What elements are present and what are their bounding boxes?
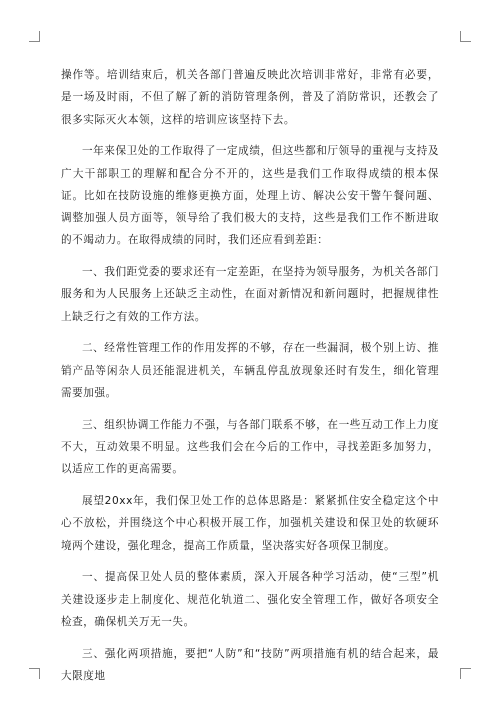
paragraph: 操作等。培训结束后，机关各部门普遍反映此次培训非常好，非常有必要，是一场及时雨，不但了解了新的消防管理条例，普及了消防常识，还教会了很多实际灭火本领，这样的培训应该坚持下去。 <box>61 69 439 126</box>
paragraph: 展望20xx年，我们保卫处工作的总体思路是：紧紧抓住安全稳定这个中心不放松，并围绕这个中心积极开展工作，加强机关建设和保卫处的软硬环境两个建设，强化理念，提高工作质量，坚决落实好各项保卫制度。 <box>61 495 439 552</box>
top-left-margin-mark <box>29 31 40 42</box>
paragraph: 三、组织协调工作能力不强，与各部门联系不够，在一些互动工作上力度不大，互动效果不明显。这些我们会在今后的工作中，寻找差距多加努力，以适应工作的更高需要。 <box>61 418 439 476</box>
bottom-left-margin-mark <box>29 668 40 679</box>
paragraph: 一、提高保卫处人员的整体素质，深入开展各种学习活动，使“三型”机关建设逐步走上制度化、规范化轨道二、强化安全管理工作，做好各项安全检查，确保机关万无一失。 <box>61 571 439 628</box>
bottom-right-margin-mark <box>460 668 471 679</box>
paragraph: 一、我们距党委的要求还有一定差距，在坚持为领导服务，为机关各部门服务和为人民服务上还缺乏主动性，在面对新情况和新问题时，把握规律性上缺乏行之有效的工作方法。 <box>61 266 439 323</box>
paragraph: 三、强化两项措施，要把“人防”和“技防”两项措施有机的结合起来，最大限度地 <box>61 647 439 682</box>
paragraph: 二、经常性管理工作的作用发挥的不够，存在一些漏洞，极个别上访、推销产品等闲杂人员还能混进机关，车辆乱停乱放现象还时有发生，细化管理需要加强。 <box>61 342 439 400</box>
document-body <box>61 64 439 697</box>
top-right-margin-mark <box>460 31 471 42</box>
paragraph: 一年来保卫处的工作取得了一定成绩，但这些都和厅领导的重视与支持及广大干部职工的理解和配合分不开的，这些是我们工作取得成绩的根本保证。比如在技防设施的维修更换方面，处理上访、解决公安干警午餐问题、调整加强人员方面等，领导给了我们极大的支持，这些是我们工作不断进取的不竭动力。在取得成绩的同时，我们还应看到差距： <box>61 145 439 247</box>
